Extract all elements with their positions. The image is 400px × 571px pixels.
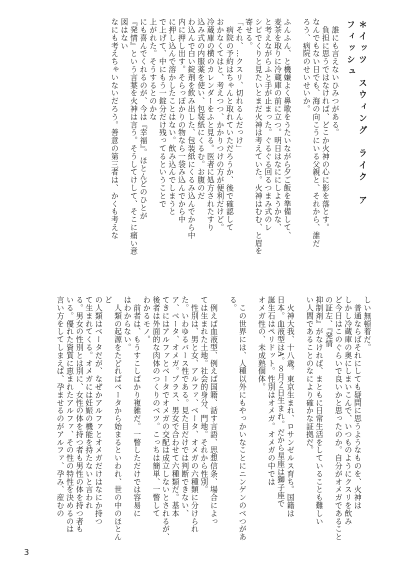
lower-column-text: しい無頓着だ。 普通ならばそれにしても疑問に思うようなものを、火神は しかし冷蔵庫の奥にしまいこんで、いつものようにクスリを飲み ど今日はこのぐらいで良いかと思ったのか。自分がオメガであることの証左、『発情 抑制剤』がなければ、まともに日常生活をしていることも難しい い人間であることのなにより確かな証拠だ。 火神大我、十八歳。東京生まれ、ロサンゼルス育ち。国籍は 日本。血液型はA。８月２日生まれ。だから星座は獅子座で 誕生石はペリドット。性別はオメガ。オメガの中では オメガ性の、未成熟個体。 この世界には、人種以外にもやっかいなことにニンゲンのべつがあ る。 例えば血液型、例えば国籍、話す言語、思想信条、場合によっ ては生まれた土地。社会的身分、門地。それから性別。 性別は、男と女、アルファ、ベータ、オメガの六種類に分けられ た。いわゆるバース性である。見た目だけでは判断できない、 ア、ベータ、オメガ。プラス、男女で合わせて六種類だ。基本 てきにはアルファとベータでオメガの交配は成立しないとされるが、 後者は外面的な肉体のつくりのベツ。こっちは簡単、一瞥して わかるモノ。 前者は、もうすこしばかり複雑だ。一瞥しただけでは容易に はわからない。 人類の起源をたどればベータから始まるといわれ、世の中のほとんど の人類はベータだが、なぜかアルファとオメガだけはなにか持つ て生まれてくる。オメガには妊娠の機能を持たないと言われ る。男女の性別とは別に、女性の体を持つ者も男性の体を持つ者も いる。優れた資質に恵まれたアルファ、その性の特性を決めるのは 言い方をしてしまえば、孕ませるのがアルファ、孕み、産むの	[56, 296, 372, 541]
chapter-title: ＊イッツ スウィング ライク ア フィッシュ	[345, 20, 367, 219]
page-number: 3	[24, 548, 30, 557]
upper-column-text: 誰にも言えないひみつがある。 負担に思うではなければ、どこか火神の心に影を落とす。 なんでもない日でも、海の向こうにいる父親と、それから、誰だ ろう、病院のせいせいか。 ふんふん、と機嫌よく鼻歌をうたいながら夕ご飯を準備して、 麦茶を取りに冷蔵庫の前に立つ。明日はなににしようかな、 と考えながらふと手が止まった。ぐるぐる回るつまみ式のレ シピでくりと見たいとまだ火神は考えていた。火神はむむ、と眉を 寄せる。 「それ、…クスリ、切れるんだっけ」 病院の予約はちゃんと取れていただろうか、後で確認して おかなくてはと、考えつつ、かかりつけの方が便利だけど。 冷蔵庫の横のカレンダーをふと見る。医者に処方されたすり 込み式の内服薬を使い、包装紙にくるむ。お腹のだ わ込んで白い錠剤を飲み出した、包装紙にくるみ込んでから中 内に押し出す。そらっぽかりの物なら一袋み込んでから中 に押し込んで溶かしたことはない。飲み込んでしまうと で上げて、中にもう一錠分だけ残ってるということで 上がれた。そうするとのかな にも喜んでくれるのが、今は『幸福』。ほとんどのひとが 『発情』という言葉を火神は言う。そうしてけして、そこに痛い意図はない なにも考えちゃいないだろう。善意の第三者は、かくも考えな	[110, 18, 340, 255]
